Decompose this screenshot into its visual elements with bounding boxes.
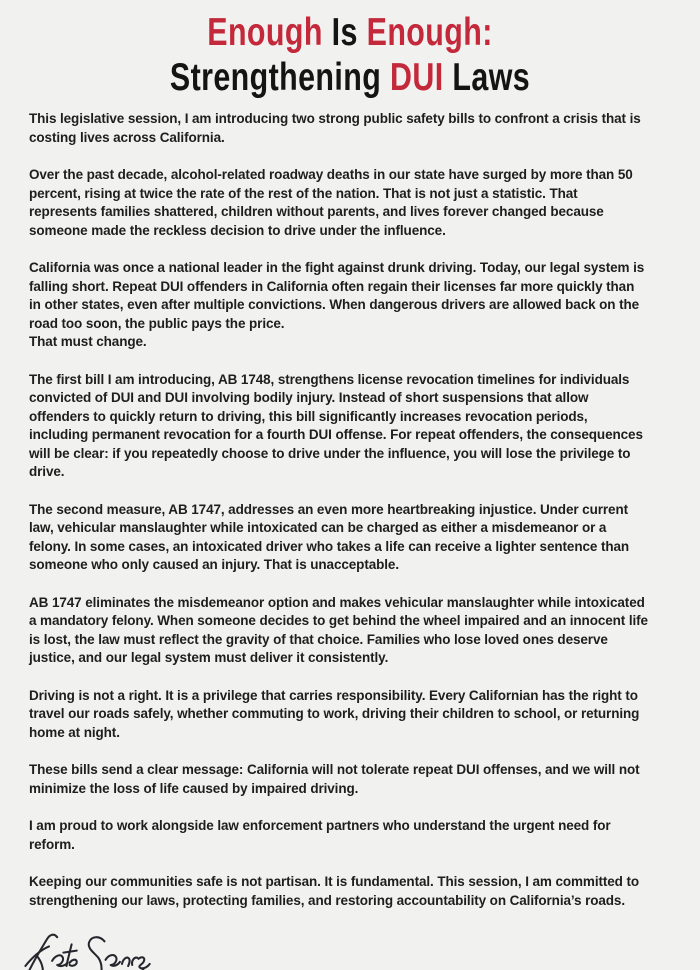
title-segment: DUI (390, 56, 453, 99)
title-segment: Is (331, 11, 367, 54)
body-paragraph: The first bill I am introducing, AB 1748, strengthens license revocation timelines for individuals convicted of DUI and DUI involving bodily injury. Instead of short suspensions that allow offenders to quickly return to driving, this bill significantly increases revocation periods, including permanent revocation for a fourth DUI offense. For repeat offenders, the consequences will be clear: if you repeatedly choose to drive under the influence, you will lose the privilege to drive. (29, 371, 643, 479)
title-segment: Laws (452, 56, 531, 99)
signature-image (18, 929, 154, 970)
title-segment: Strengthening (169, 56, 391, 99)
body-paragraph: The second measure, AB 1747, addresses an even more heartbreaking injustice. Under current law, vehicular manslaughter while intoxicated can be charged as either a misdemeanor or a felony. In some cases, an intoxicated driver who takes a life can receive a lighter sentence than someone who only caused an injury. That is unacceptable. (29, 501, 630, 572)
page-title-line-1 (77, 10, 623, 55)
body-paragraph: Over the past decade, alcohol-related roadway deaths in our state have surged by more than 50 percent, rising at twice the rate of the rest of the nation. That is not just a statistic. That represents families shattered, children without parents, and lives forever changed because someone made the reckless decision to drive under the influence. (29, 167, 633, 238)
body-paragraph: That must change. (29, 334, 147, 349)
body-text (0, 110, 674, 910)
body-paragraph: Driving is not a right. It is a privilege that carries responsibility. Every Californian has the right to travel our roads safely, whether commuting to work, driving their children to school, or returning home at night. (29, 687, 640, 740)
body-paragraph: These bills send a clear message: California will not tolerate repeat DUI offenses, and we will not minimize the loss of life caused by impaired driving. (29, 762, 640, 796)
page-title-line-2 (77, 55, 623, 100)
body-paragraph: I am proud to work alongside law enforcement partners who understand the urgent need for reform. (29, 818, 611, 852)
title-segment: Enough (207, 11, 332, 54)
body-paragraph: California was once a national leader in the fight against drunk driving. Today, our legal system is falling short. Repeat DUI offenders in California often regain their licenses far more quickly than in other states, even after multiple convictions. When dangerous drivers are allowed back on the road too soon, the public pays the price. (29, 260, 645, 331)
signature (18, 929, 154, 970)
body-paragraph: AB 1747 eliminates the misdemeanor option and makes vehicular manslaughter while intoxicated a mandatory felony. When someone decides to get behind the wheel impaired and an innocent life is lost, the law must reflect the gravity of that choice. Families who lose loved ones deserve justice, and our legal system must deliver it consistently. (29, 594, 648, 665)
page-title (0, 0, 700, 100)
title-segment: Enough: (366, 11, 493, 54)
body-paragraph: Keeping our communities safe is not partisan. It is fundamental. This session, I am committed to strengthening our laws, protecting families, and restoring accountability on California’s roads. (29, 874, 640, 908)
body-paragraph: This legislative session, I am introducing two strong public safety bills to confront a crisis that is costing lives across California. (29, 111, 641, 145)
